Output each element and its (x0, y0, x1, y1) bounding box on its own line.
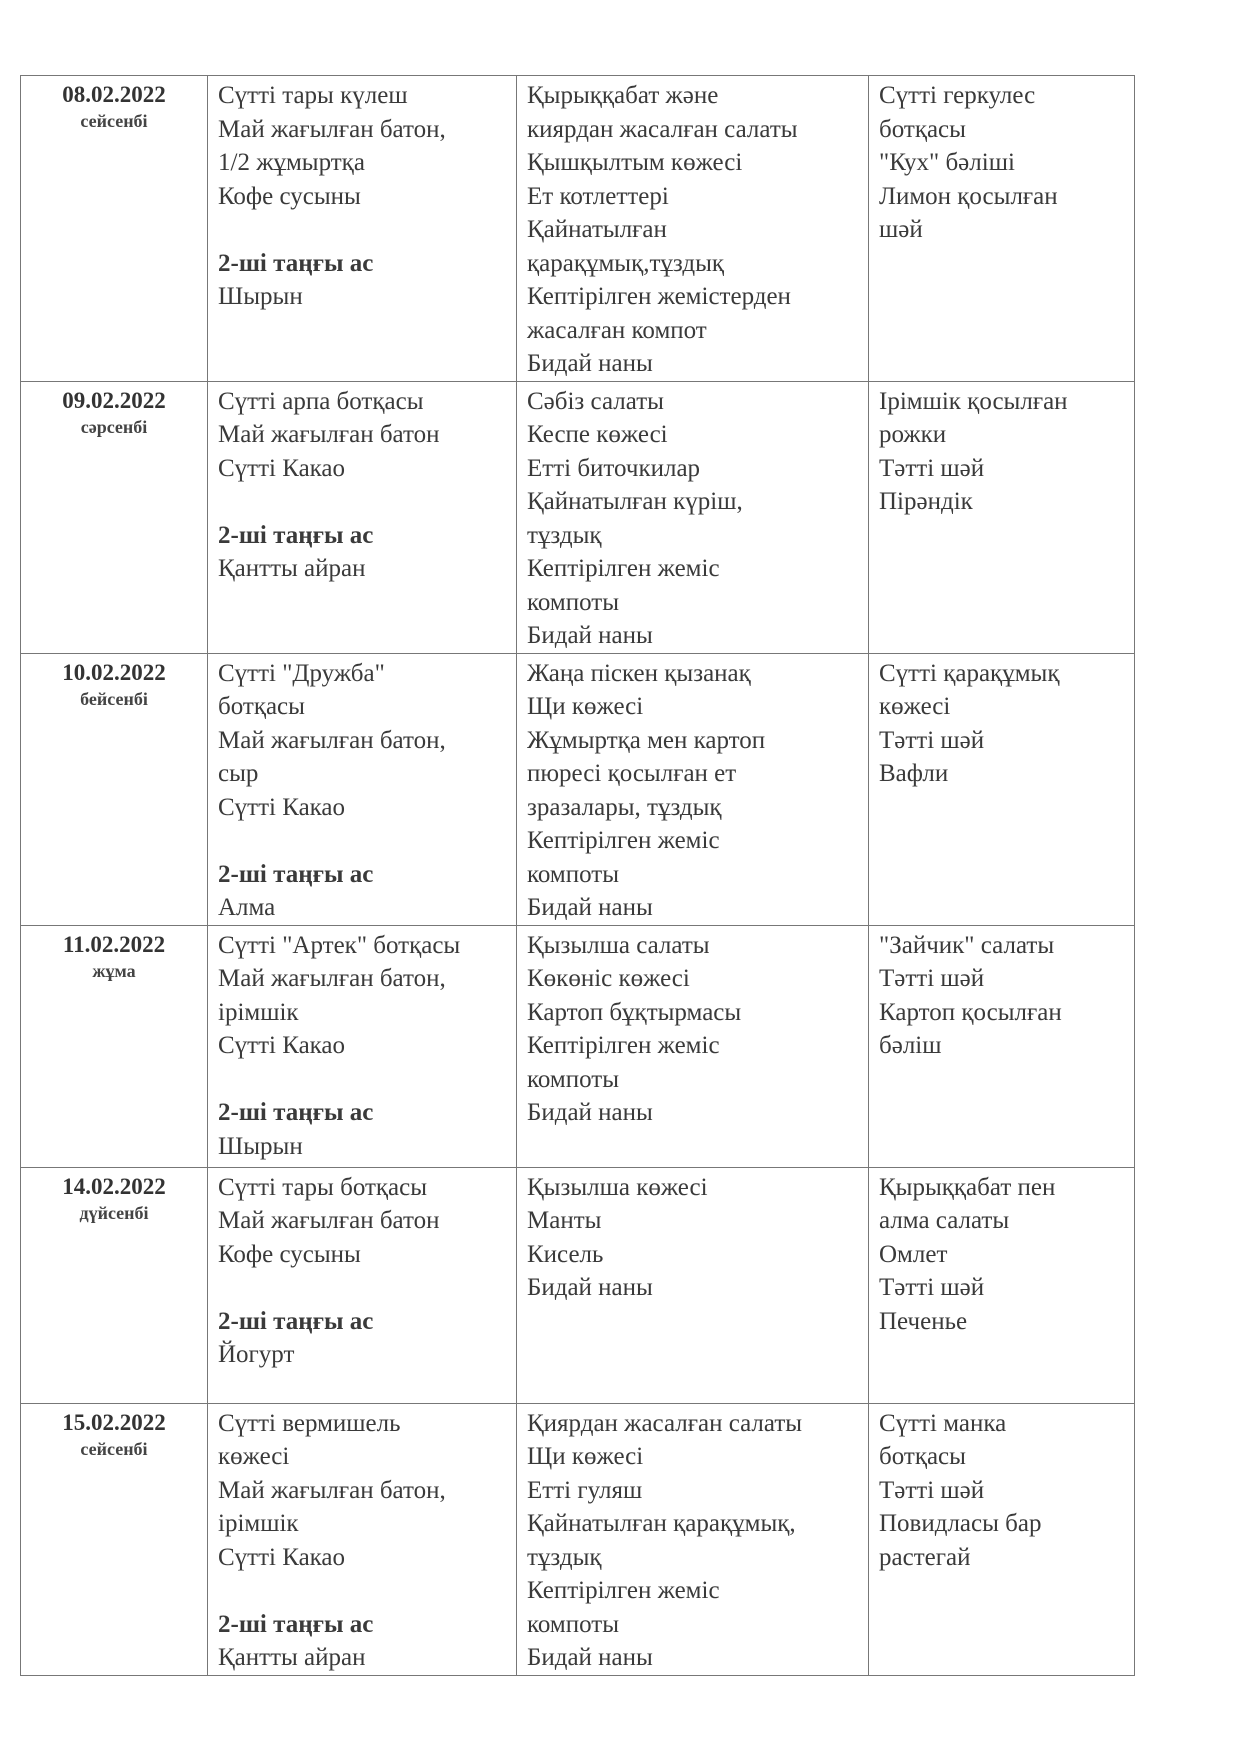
menu-item: Сүтті тары ботқасы (218, 1173, 428, 1201)
menu-item: компоты (527, 860, 619, 888)
second-breakfast-label: 2-ші таңғы ас (218, 521, 374, 549)
menu-item: ботқасы (879, 1443, 966, 1470)
date-cell (21, 1167, 208, 1403)
menu-item: тұздық (527, 521, 602, 549)
dinner-cell (869, 1167, 1135, 1403)
menu-item: жасалған компот (527, 316, 707, 344)
menu-item: Қайнатылған күріш, (527, 488, 743, 515)
menu-item: Сүтті "Артек" ботқасы (218, 931, 461, 959)
menu-item: ботқасы (879, 115, 966, 143)
breakfast-cell (208, 381, 517, 653)
menu-item: 1/2 жұмыртқа (218, 149, 365, 176)
menu-item: киярдан жасалған салаты (527, 115, 798, 143)
menu-item: Етті гуляш (527, 1476, 643, 1504)
menu-item: Тәтті шәй (879, 1476, 985, 1504)
menu-item: Май жағылған батон, (218, 965, 446, 992)
breakfast-cell (208, 1167, 517, 1403)
dinner-cell (869, 1403, 1135, 1675)
date: 09.02.2022 (62, 387, 166, 413)
menu-item: Повидласы бар (879, 1510, 1042, 1537)
menu-row (21, 653, 1135, 925)
menu-item: Кептірілген жемістерден (527, 283, 791, 310)
menu-item: Сүтті Какао (218, 1032, 346, 1059)
menu-item: Алма (218, 894, 276, 921)
menu-item: Кеспе көжесі (527, 421, 668, 448)
menu-item: Қантты айран (218, 1644, 366, 1671)
menu-item: бәліш (879, 1032, 942, 1059)
lunch-cell (517, 1403, 869, 1675)
menu-item: Бидай наны (527, 350, 653, 377)
menu-item: тұздық (527, 1543, 602, 1571)
menu-item: Кептірілген жеміс (527, 827, 720, 854)
menu-item: Қызылша көжесі (527, 1173, 708, 1201)
menu-item: ірімшік (218, 1510, 299, 1537)
lunch-cell (517, 381, 869, 653)
spacer (218, 1574, 506, 1608)
menu-item: Бидай наны (527, 622, 653, 649)
menu-item: Сүтті вермишель (218, 1409, 401, 1437)
menu-item: Омлет (879, 1240, 948, 1268)
menu-item: Қиярдан жасалған салаты (527, 1409, 803, 1437)
menu-item: Тәтті шәй (879, 726, 985, 754)
menu-item: Шырын (218, 1132, 303, 1160)
lunch-cell (517, 925, 869, 1167)
spacer (218, 485, 506, 519)
weekday: дүйсенбі (79, 1202, 149, 1223)
menu-item: Қайнатылған (527, 216, 667, 243)
menu-table (20, 75, 1135, 1676)
menu-item: Печенье (879, 1307, 968, 1335)
menu-item: Сүтті "Дружба" (218, 659, 385, 687)
menu-row (21, 1403, 1135, 1675)
menu-item: Манты (527, 1207, 602, 1234)
menu-item: "Кух" бәліші (879, 149, 1015, 176)
menu-item: Кептірілген жеміс (527, 1577, 720, 1604)
menu-item: Сүтті тары күлеш (218, 82, 408, 109)
menu-row (21, 381, 1135, 653)
weekday: сәрсенбі (80, 416, 148, 437)
breakfast-cell (208, 925, 517, 1167)
menu-item: компоты (527, 588, 619, 616)
menu-row (21, 1167, 1135, 1403)
menu-item: Бидай наны (527, 894, 653, 921)
spacer (218, 1271, 506, 1305)
dinner-cell (869, 653, 1135, 925)
menu-item: рожки (879, 421, 947, 448)
menu-item: Сүтті геркулес (879, 82, 1036, 109)
menu-item: Қайнатылған қарақұмық, (527, 1510, 796, 1537)
spacer (218, 1063, 506, 1097)
date: 14.02.2022 (62, 1173, 166, 1199)
menu-item: Қырыққабат пен (879, 1173, 1056, 1201)
weekday: бейсенбі (80, 688, 148, 709)
menu-item: Бидай наны (527, 1644, 653, 1671)
second-breakfast-label: 2-ші таңғы ас (218, 1610, 374, 1638)
menu-item: Картоп қосылған (879, 998, 1062, 1026)
menu-row (21, 76, 1135, 382)
date-cell (21, 925, 208, 1167)
menu-item: көжесі (218, 1443, 290, 1470)
dinner-cell (869, 76, 1135, 382)
menu-item: ботқасы (218, 693, 305, 720)
dinner-cell (869, 925, 1135, 1167)
weekday: сейсенбі (80, 111, 148, 131)
menu-item: қарақұмық,тұздық (527, 249, 725, 277)
breakfast-cell (208, 76, 517, 382)
spacer (218, 213, 506, 247)
menu-item: Тәтті шәй (879, 965, 985, 992)
menu-item: Көкөніс көжесі (527, 965, 690, 992)
lunch-cell (517, 1167, 869, 1403)
date-cell (21, 381, 208, 653)
date: 11.02.2022 (62, 931, 166, 957)
menu-item: компоты (527, 1065, 619, 1093)
menu-item: Йогурт (218, 1341, 295, 1368)
menu-item: Ірімшік қосылған (879, 387, 1068, 415)
date-cell (21, 653, 208, 925)
second-breakfast-label: 2-ші таңғы ас (218, 860, 374, 888)
menu-item: шәй (879, 216, 923, 243)
menu-item: Сүтті манка (879, 1409, 1007, 1437)
date: 08.02.2022 (62, 82, 166, 107)
menu-item: Бидай наны (527, 1099, 653, 1126)
menu-item: Қызылша салаты (527, 931, 710, 959)
menu-item: Ет котлеттері (527, 182, 669, 210)
menu-item: "Зайчик" салаты (879, 931, 1055, 959)
menu-item: Кофе сусыны (218, 182, 361, 210)
menu-item: Май жағылған батон (218, 1207, 440, 1234)
menu-item: Тәтті шәй (879, 454, 985, 482)
lunch-cell (517, 653, 869, 925)
date-cell (21, 76, 208, 382)
menu-item: Сүтті арпа ботқасы (218, 387, 424, 415)
menu-item: зразалары, тұздық (527, 793, 722, 821)
menu-item: сыр (218, 760, 259, 787)
breakfast-cell (208, 653, 517, 925)
menu-item: Кисель (527, 1240, 604, 1268)
menu-item: Май жағылған батон (218, 421, 440, 448)
menu-item: Кофе сусыны (218, 1240, 361, 1268)
breakfast-cell (208, 1403, 517, 1675)
menu-item: Кептірілген жеміс (527, 555, 720, 582)
spacer (218, 824, 506, 858)
weekday: сейсенбі (80, 1438, 148, 1459)
menu-item: Бидай наны (527, 1274, 653, 1301)
dinner-cell (869, 381, 1135, 653)
menu-item: Қырыққабат және (527, 82, 719, 109)
menu-item: Лимон қосылған (879, 182, 1058, 210)
menu-item: ірімшік (218, 998, 299, 1026)
menu-item: Кептірілген жеміс (527, 1032, 720, 1059)
menu-item: Қышқылтым көжесі (527, 149, 743, 176)
menu-item: Май жағылған батон, (218, 726, 446, 754)
menu-item: Май жағылған батон, (218, 1476, 446, 1504)
menu-item: растегай (879, 1543, 971, 1571)
date-cell (21, 1403, 208, 1675)
menu-item: алма салаты (879, 1207, 1010, 1234)
menu-item: Қантты айран (218, 555, 366, 582)
menu-item: Жұмыртқа мен картоп (527, 726, 766, 754)
menu-item: Сүтті Какао (218, 793, 346, 821)
menu-item: Щи көжесі (527, 693, 644, 720)
second-breakfast-label: 2-ші таңғы ас (218, 1099, 374, 1126)
menu-row (21, 925, 1135, 1167)
menu-item: көжесі (879, 693, 951, 720)
menu-item: Шырын (218, 283, 303, 310)
menu-item: Сүтті Какао (218, 454, 346, 482)
menu-item: компоты (527, 1610, 619, 1638)
menu-item: пюресі қосылған ет (527, 760, 737, 787)
menu-item: Май жағылған батон, (218, 115, 446, 143)
menu-item: Пірәндік (879, 488, 973, 515)
menu-item: Щи көжесі (527, 1443, 644, 1470)
menu-item: Сүтті Какао (218, 1543, 346, 1571)
menu-item: Сүтті қарақұмық (879, 659, 1060, 687)
menu-item: Тәтті шәй (879, 1274, 985, 1301)
second-breakfast-label: 2-ші таңғы ас (218, 1307, 374, 1335)
date: 15.02.2022 (62, 1409, 166, 1435)
menu-item: Етті биточкилар (527, 454, 701, 482)
menu-item: Сәбіз салаты (527, 387, 664, 415)
menu-item: Картоп бұқтырмасы (527, 998, 742, 1026)
menu-item: Вафли (879, 760, 949, 787)
lunch-cell (517, 76, 869, 382)
menu-item: Жаңа піскен қызанақ (527, 659, 751, 687)
date: 10.02.2022 (62, 659, 166, 685)
second-breakfast-label: 2-ші таңғы ас (218, 249, 374, 277)
weekday: жұма (92, 960, 136, 981)
